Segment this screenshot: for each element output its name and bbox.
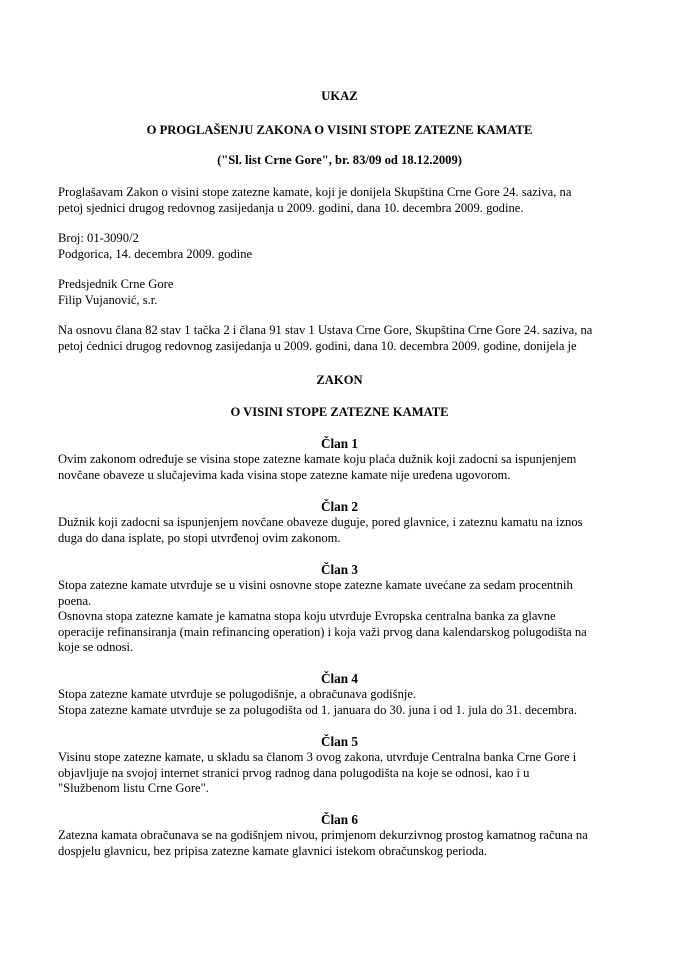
article-2-body xyxy=(58,515,638,546)
text-line: "Službenom listu Crne Gore". xyxy=(58,781,209,795)
text-line: objavljuje na svojoj internet stranici prvog radnog dana polugodišta na koje se odnosi, kao i u xyxy=(58,765,530,780)
article-3-heading: Član 3 xyxy=(320,562,358,577)
gazette-reference: ("Sl. list Crne Gore", br. 83/09 od 18.12.2009) xyxy=(217,153,462,167)
decree-title: UKAZ xyxy=(321,89,358,103)
text-line: petoj ćednici drugog redovnog zasijedanja u 2009. godini, dana 10. decembra 2009. godine, donijela je xyxy=(58,338,577,353)
text-line: Proglašavam Zakon o visini stope zatezne kamate, koji je donijela Skupština Crne Gore 24. saziva, na xyxy=(58,185,572,199)
article-5-heading: Član 5 xyxy=(320,734,358,749)
decree-subtitle: O PROGLAŠENJU ZAKONA O VISINI STOPE ZATEZNE KAMATE xyxy=(146,123,533,137)
law-subtitle: O VISINI STOPE ZATEZNE KAMATE xyxy=(230,405,449,419)
article-6-body xyxy=(58,828,638,859)
text-line: Stopa zatezne kamate utvrđuje se polugodišnje, a obračunava godišnje. xyxy=(58,687,417,701)
text-line: Osnovna stopa zatezne kamate je kamatna stopa koju utvrđuje Evropska centralna banka za glavne xyxy=(58,609,556,623)
article-2-heading: Član 2 xyxy=(320,499,358,514)
signatory-title: Predsjednik Crne Gore xyxy=(58,277,174,291)
document-number: Broj: 01-3090/2 xyxy=(58,231,139,245)
text-line: Zatezna kamata obračunava se na godišnjem nivou, primjenom dekurzivnog prostog kamatnog računa na xyxy=(58,828,588,842)
text-line: operacije refinansiranja (main refinancing operation) i koja važi prvog dana kalendarskog polugodišta na xyxy=(58,624,587,639)
place-date: Podgorica, 14. decembra 2009. godine xyxy=(58,246,253,261)
article-4-body xyxy=(58,687,638,718)
text-line: Stopa zatezne kamate utvrđuje se u visini osnovne stope zatezne kamate uvećane za sedam procentnih xyxy=(58,578,573,592)
text-line: Stopa zatezne kamate utvrđuje se za polugodišta od 1. januara do 30. juna i od 1. jula do 31. decembra. xyxy=(58,702,577,717)
text-line: Na osnovu člana 82 stav 1 tačka 2 i člana 91 stav 1 Ustava Crne Gore, Skupština Crne Gore 24. saziva, na xyxy=(58,323,593,337)
article-6-heading: Član 6 xyxy=(320,812,358,827)
preamble-paragraph xyxy=(58,323,638,354)
text-line: dospjelu glavnicu, bez pripisa zatezne kamate glavnici istekom obračunskog perioda. xyxy=(58,843,488,858)
article-5-body xyxy=(58,750,638,797)
text-line: petoj sjednici drugog redovnog zasijedanja u 2009. godini, dana 10. decembra 2009. godine. xyxy=(58,200,524,215)
document-number-block xyxy=(58,231,638,262)
text-line: duga do dana isplate, po stopi utvrđenoj ovim zakonom. xyxy=(58,530,341,545)
article-1-heading: Član 1 xyxy=(320,436,358,451)
text-line: Visinu stope zatezne kamate, u skladu sa članom 3 ovog zakona, utvrđuje Centralna banka Crne Gore i xyxy=(58,750,577,764)
proclamation-paragraph xyxy=(58,185,638,216)
text-line: Ovim zakonom određuje se visina stope zatezne kamate koju plaća dužnik koji zadocni sa ispunjenjem xyxy=(58,452,577,466)
text-line: poena. xyxy=(58,593,92,608)
text-line: Dužnik koji zadocni sa ispunjenjem novčane obaveze duguje, pored glavnice, i zateznu kamatu na iznos xyxy=(58,515,583,529)
article-1-body xyxy=(58,452,638,483)
signatory-name: Filip Vujanović, s.r. xyxy=(58,292,158,307)
article-4-heading: Član 4 xyxy=(320,671,358,686)
law-title: ZAKON xyxy=(316,373,363,387)
text-line: koje se odnosi. xyxy=(58,640,134,654)
text-line: novčane obaveze u slučajevima kada visina stope zatezne kamate nije uređena ugovorom. xyxy=(58,467,511,482)
signature-block xyxy=(58,277,638,308)
article-3-body xyxy=(58,578,638,656)
